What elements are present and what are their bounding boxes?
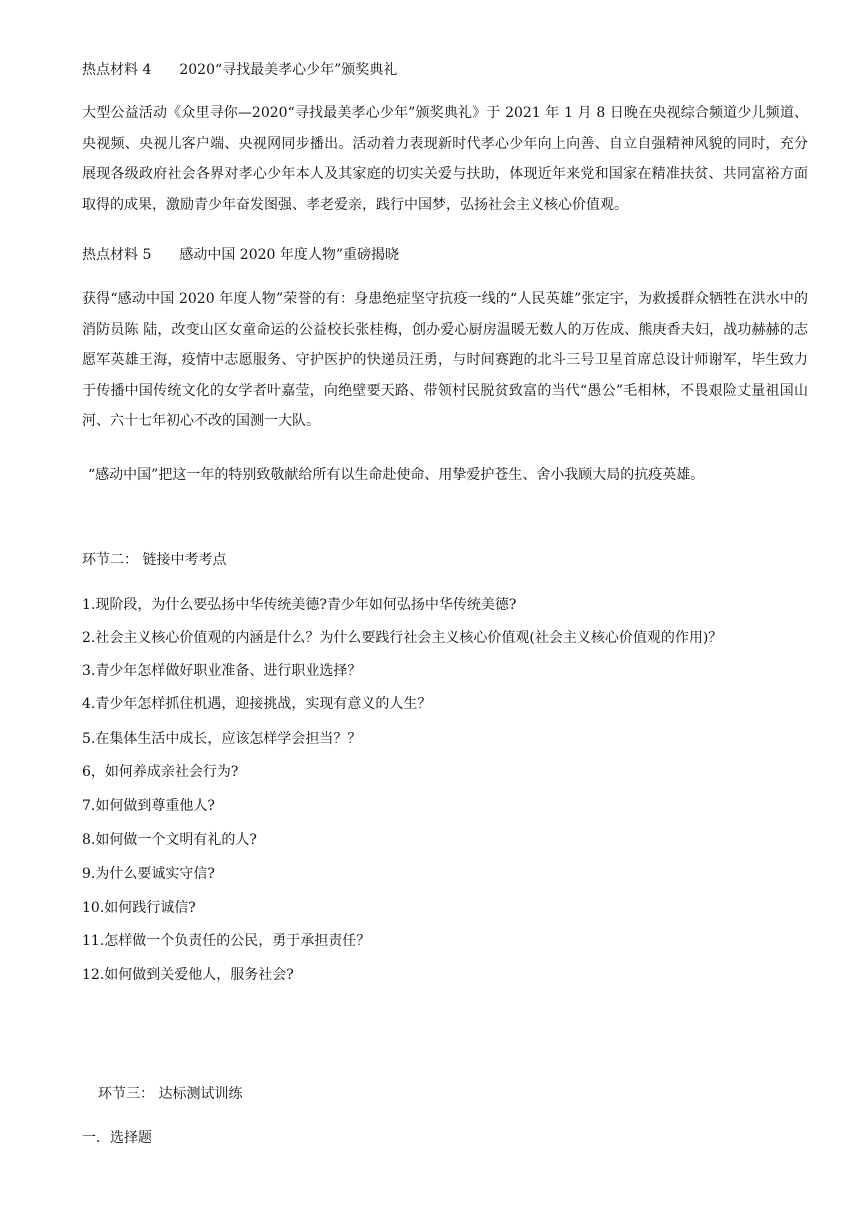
question-item: 2.社会主义核心价值观的内涵是什么？为什么要践行社会主义核心价值观(社会主义核心价值观的作用)？ <box>82 630 723 646</box>
question-item: 1.现阶段，为什么要弘扬中华传统美德?青少年如何弘扬中华传统美德? <box>82 597 517 613</box>
question-item: 5.在集体生活中成长，应该怎样学会担当？？ <box>82 731 362 747</box>
question-item: 7.如何做到尊重他人? <box>82 798 215 814</box>
question-item: 8.如何做一个文明有礼的人? <box>82 832 257 848</box>
material4-body: 大型公益活动《众里寻你—2020“寻找最美孝心少年”颁奖典礼》于 2021 年 1 月 8 日晚在央视综合频道少儿频道、央视频、央视儿客户端、央视网同步播出。活动着力表现新时代孝心少年向上向善、自立自强精神风貌的同时，充分展现各级政府社会各界对孝心少年本人及其家庭的切实关爱与扶助，体现近年来党和国家在精准扶贫、共同富裕方面取得的成果，激励青少年奋发图强、孝老爱亲，践行中国梦，弘扬社会主义核心价值观。 <box>82 105 808 213</box>
question-item: 3.青少年怎样做好职业准备、进行职业选择？ <box>82 663 362 679</box>
material4-heading <box>82 60 397 80</box>
question-item: 12.如何做到关爱他人，服务社会? <box>82 967 294 983</box>
question-item: 6，如何养成亲社会行为? <box>82 764 239 780</box>
material4-title: 2020“寻找最美孝心少年”颁奖典礼 <box>179 62 398 78</box>
question-item: 4.青少年怎样抓住机遇，迎接挑战，实现有意义的人生？ <box>82 696 432 712</box>
question-item: 11.怎样做一个负责任的公民，勇于承担责任？ <box>82 933 371 949</box>
material5-body: 获得“感动中国 2020 年度人物”荣誉的有：身患绝症坚守抗疫一线的“人民英雄”张定宇，为救援群众牺牲在洪水中的消防员陈 陆，改变山区女童命运的公益校长张桂梅，创办爱心厨房温暖无数人的万佐成、熊庚香夫妇，战功赫赫的志愿军英雄王海，疫情中志愿服务、守护医护的快递员汪勇，与时间赛跑的北斗三号卫星首席总设计师谢军，毕生致力于传播中国传统文化的女学者叶嘉莹，向绝壁要天路、带领村民脱贫致富的当代“愚公”毛相林，不畏艰险丈量祖国山河、六十七年初心不改的国测一大队。 <box>82 291 808 429</box>
material5-label: 热点材料 5 <box>82 247 152 263</box>
material4-label: 热点材料 4 <box>82 62 152 78</box>
question-item: 10.如何践行诚信? <box>82 900 196 916</box>
material5-heading <box>82 245 399 265</box>
section3-title: 环节三： 达标测试训练 <box>98 1086 243 1102</box>
section3-subtitle: 一．选择题 <box>82 1130 152 1146</box>
material5-title: 感动中国 2020 年度人物”重磅揭晓 <box>179 247 400 263</box>
question-item: 9.为什么要诚实守信? <box>82 866 215 882</box>
material5-closing: “感动中国”把这一年的特别致敬献给所有以生命赴使命、用挚爱护苍生、舍小我顾大局的抗疫英雄。 <box>88 467 705 483</box>
section2-title: 环节二： 链接中考考点 <box>82 552 227 568</box>
